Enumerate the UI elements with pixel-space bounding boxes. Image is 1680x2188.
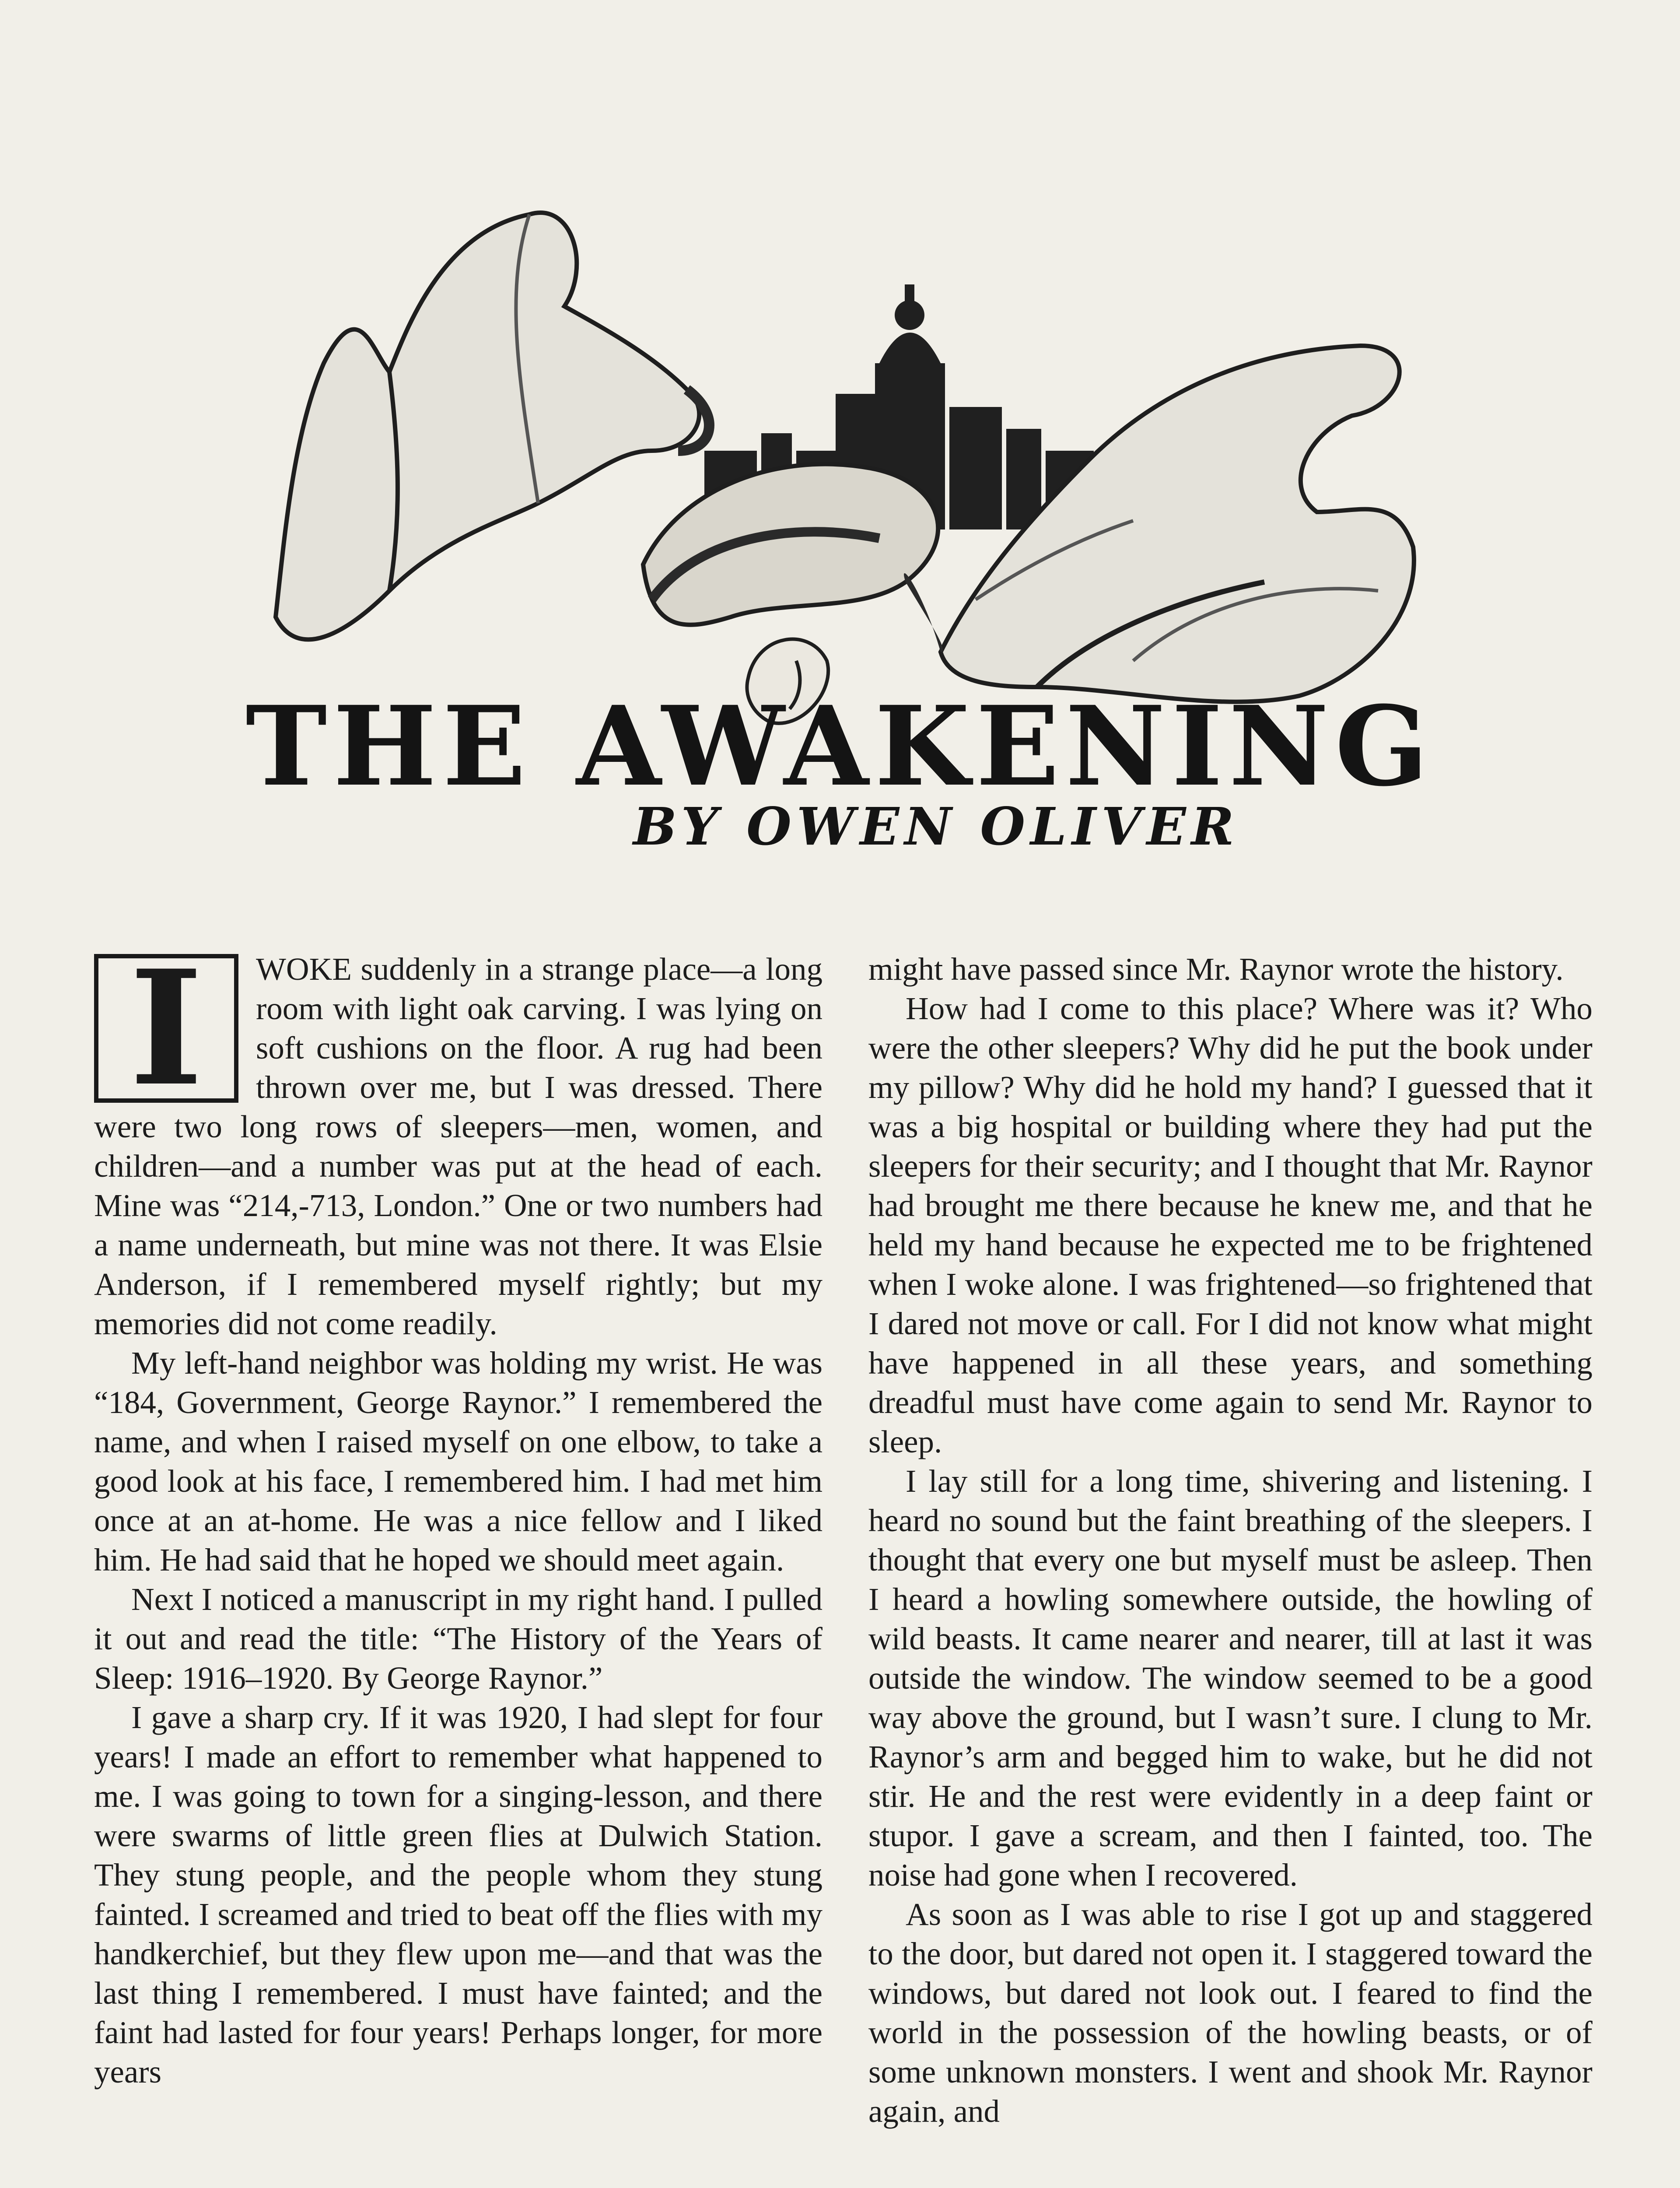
text-column-left — [94, 936, 822, 2092]
paragraph: As soon as I was able to rise I got up and staggered to the door, but dared not open it. I staggered toward the windows, but dared not look out. I feared to find the world in the possession of the howling beasts, or of some unknown monsters. I went and shook Mr. Raynor again, and — [868, 1897, 1592, 2129]
paragraph: I gave a sharp cry. If it was 1920, I had slept for four years! I made an effort to remember what happened to me. I was going to town for a singing-lesson, and there were swarms of little green flies at Dulwich Station. They stung people, and the people whom they stung fainted. I screamed and tried to beat off the flies with my handkerchief, but they flew upon me—and that was the last thing I remembered. I must have fainted; and the faint had lasted for four years! Perhaps longer, for more years — [94, 1700, 822, 2090]
paragraph: I lay still for a long time, shivering and listening. I heard no sound but the faint breathing of the sleepers. I thought that every one but myself must be asleep. Then I heard a howling somewhere outside, the howling of wild beasts. It came nearer and nearer, till at last it was outside the window. The window seemed to be a good way above the ground, but I wasn’t sure. I clung to Mr. Raynor’s arm and begged him to wake, but he did not stir. He and the rest were evidently in a deep faint or stupor. I gave a scream, and then I fainted, too. The noise had gone when I recovered. — [868, 1463, 1592, 1893]
paragraph: WOKE suddenly in a strange place—a long room with light oak carving. I was lying on soft cushions on the floor. A rug had been thrown over me, but I was dressed. There were two long rows of sleepers—men, women, and children—and a number was put at the head of each. Mine was “214,-713, London.” One or two numbers had a name underneath, but mine was not there. It was Elsie Anderson, if I remembered myself rightly; but my memories did not come readily. — [94, 951, 822, 1341]
paragraph: might have passed since Mr. Raynor wrote the history. — [868, 951, 1564, 987]
drop-cap: I — [94, 954, 238, 1103]
paragraph: Next I noticed a manuscript in my right hand. I pulled it out and read the title: “The History of the Years of Sleep: 1916–1920. By George Raynor.” — [94, 1581, 822, 1696]
article-title: THE AWAKENING — [245, 682, 1435, 810]
paragraph: My left-hand neighbor was holding my wrist. He was “184, Government, George Raynor.” I remembered the name, and when I raised myself on one elbow, to take a good look at his face, I remembered him. I had met him once at an at-home. He was a nice fellow and I liked him. He had said that he hoped we should meet again. — [94, 1345, 822, 1578]
text-column-right — [868, 950, 1592, 2131]
byline: BY OWEN OLIVER — [633, 796, 1239, 857]
paragraph: How had I come to this place? Where was it? Who were the other sleepers? Why did he put the book under my pillow? Why did he hold my hand? I guessed that it was a big hospital or building where they had put the sleepers for their security; and I thought that Mr. Raynor had brought me there because he knew me, and that he held my hand because he expected me to be frightened when I woke alone. I was frightened—so frightened that I dared not move or call. For I did not know what might have happened in all these years, and something dreadful must have come again to send Mr. Raynor to sleep. — [868, 991, 1592, 1459]
